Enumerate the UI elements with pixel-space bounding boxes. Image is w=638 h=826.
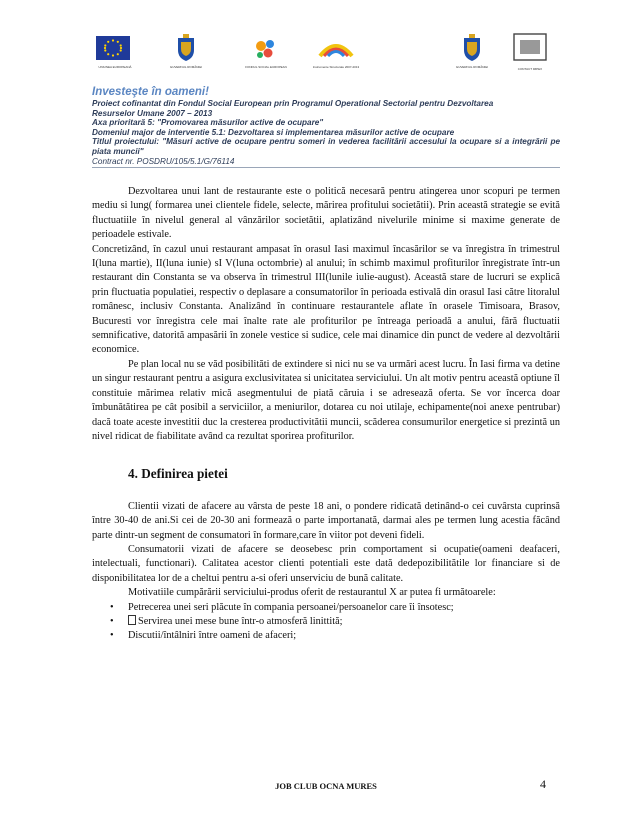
footer-title: JOB CLUB OCNA MURES bbox=[275, 781, 377, 791]
header-line: Resurselor Umane 2007 – 2013 bbox=[92, 108, 213, 118]
contract-number: Contract nr. POSDRU/105/5.1/G/76114 bbox=[92, 156, 235, 166]
list-item-text: Servirea unei mese bune într-o atmosferă linittită; bbox=[138, 615, 343, 627]
paragraph: Concretizând, în cazul unui restaurant ampasat în orasul Iasi maximul încasărilor se va înregistra în trimestrul I(luna martie), II(luna iunie) sI V(luna octombrie) al anului; în schimb maximul profiturilor înregistrate într-un restaurant din Constanta se va observa în trimestrul III(lunile iulie-august). Această stare de lucruri se explică prin fluctuatia populatiei, respectiv o deplasare a consumatorilor în perioada estivală din orasul Iasi către litoralul românesc, inclusiv Constanta. Analizând în continuare restaurantele aflate în orasele Timisoara, Brasov, Bucuresti vor înregistra cele mai înalte rate ale profiturilor pe întreaga perioadă a anului, fără fluctuatii semnificative, datorită ampasării în zonele vestice si sudice, cele mai dinamice din punct de vedere al dezvoltării economice. bbox=[92, 243, 560, 356]
contact-impex-logo-icon bbox=[510, 30, 550, 66]
paragraph: Motivatiile cumpărării serviciului-produs oferit de restaurantul X ar putea fi următoarele: bbox=[128, 587, 496, 599]
list-item bbox=[92, 629, 560, 643]
header-line: Proiect cofinantat din Fondul Social European prin Programul Operational Sectorial pentru Dezvoltarea bbox=[92, 99, 494, 108]
missing-glyph-icon bbox=[128, 615, 136, 625]
romania-crest-icon bbox=[462, 34, 482, 62]
paragraph: Clientii vizati de afacere au vârsta de peste 18 ani, o pondere ridicată detinând-o cei cuvârsta cuprinsă între 30-40 de ani.Si cei de 20-30 ani formează o parte importanată, darmai ales pe termen lung acestia făcând parte dintr-un segment de consumatori în formare,care în viitor pot deveni fideli. bbox=[92, 500, 560, 541]
slogan: Investeşte în oameni! bbox=[92, 86, 209, 98]
header-line: Titlul proiectului: "Măsuri active de ocupare pentru someri in vederea facilitării accesului la ocupare si a integrării pe piata muncii" bbox=[92, 137, 560, 156]
paragraph: Pe plan local nu se văd posibilităti de extindere si nici nu se va urmări acest lucru. În Iasi firma va detine un singur restaurant pentru a asigura exclusivitatea si unicitatea serviciului. Un alt motiv pentru această optiune îl constituie mărimea relativ mică asegmentului de piată căruia i se adresează oferta. Se vor încerca doar îmbunătătirea pe cât posibil a serviciilor, a meniurilor, dotarea cu noi utilaje, echipamente(noi anexe pentrubar) dacă toate aceste investitii duc la cresterea productivitătii muncii, scăderea consumurilor energetice si prezintă un nivel ridicat de fiabilitate având ca rezultat sporirea profiturilor. bbox=[92, 358, 560, 442]
instrumente-structurale-icon bbox=[318, 34, 354, 62]
motivation-list bbox=[92, 601, 560, 644]
list-item-text: Petrecerea unei seri plăcute în compania persoanei/persoanelor care îi însotesc; bbox=[128, 601, 454, 613]
romania-crest-icon bbox=[176, 34, 196, 62]
page-number: 4 bbox=[540, 777, 546, 791]
paragraph: Consumatorii vizati de afacere se deosebesc prin comportament si ocupatie(oameni deafaceri, intelectuali, functionari). Calitatea acestor clienti potentiali este dată dedepozibilitătile lor financiare si de disponibilitatea lor de a cheltui pentru a-si oferi unserviciu de bună calitate. bbox=[92, 543, 560, 584]
eu-flag-icon bbox=[96, 36, 130, 60]
header-line: Axa prioritară 5: "Promovarea măsurilor active de ocupare" bbox=[92, 118, 324, 128]
list-item bbox=[92, 615, 560, 629]
list-item bbox=[92, 601, 560, 615]
fse-logo-icon bbox=[252, 36, 280, 62]
header-divider bbox=[92, 167, 560, 168]
project-header bbox=[92, 86, 560, 168]
section-heading: 4. Definirea pietei bbox=[128, 466, 228, 482]
list-item-text: Discutii/întâlniri între oameni de afaceri; bbox=[128, 630, 297, 642]
logo-strip: UNIUNEA EUROPEANĂ GUVERNUL ROMÂNIEI FONDUL SOCIAL EUROPEAN Instrumente Structurale 2007-2013 GUVERNUL ROMÂNIEI CONTACT IMPEX bbox=[92, 30, 560, 80]
paragraph: Dezvoltarea unui lant de restaurante este o politică necesară pentru atingerea unor scopuri pe termen mediu si lung( formarea unei clientele fidele, selecte, mărirea profitului societătii). Prin această strategie se evită fluctuatiile în nivelul general al vânzărilor societătii, aplatizând nivelurile minime si maxime generate de perioadele estivale. bbox=[92, 186, 560, 241]
header-line: Domeniul major de interventie 5.1: Dezvoltarea si implementarea măsurilor active de ocupare bbox=[92, 127, 455, 137]
document-body bbox=[92, 185, 560, 644]
